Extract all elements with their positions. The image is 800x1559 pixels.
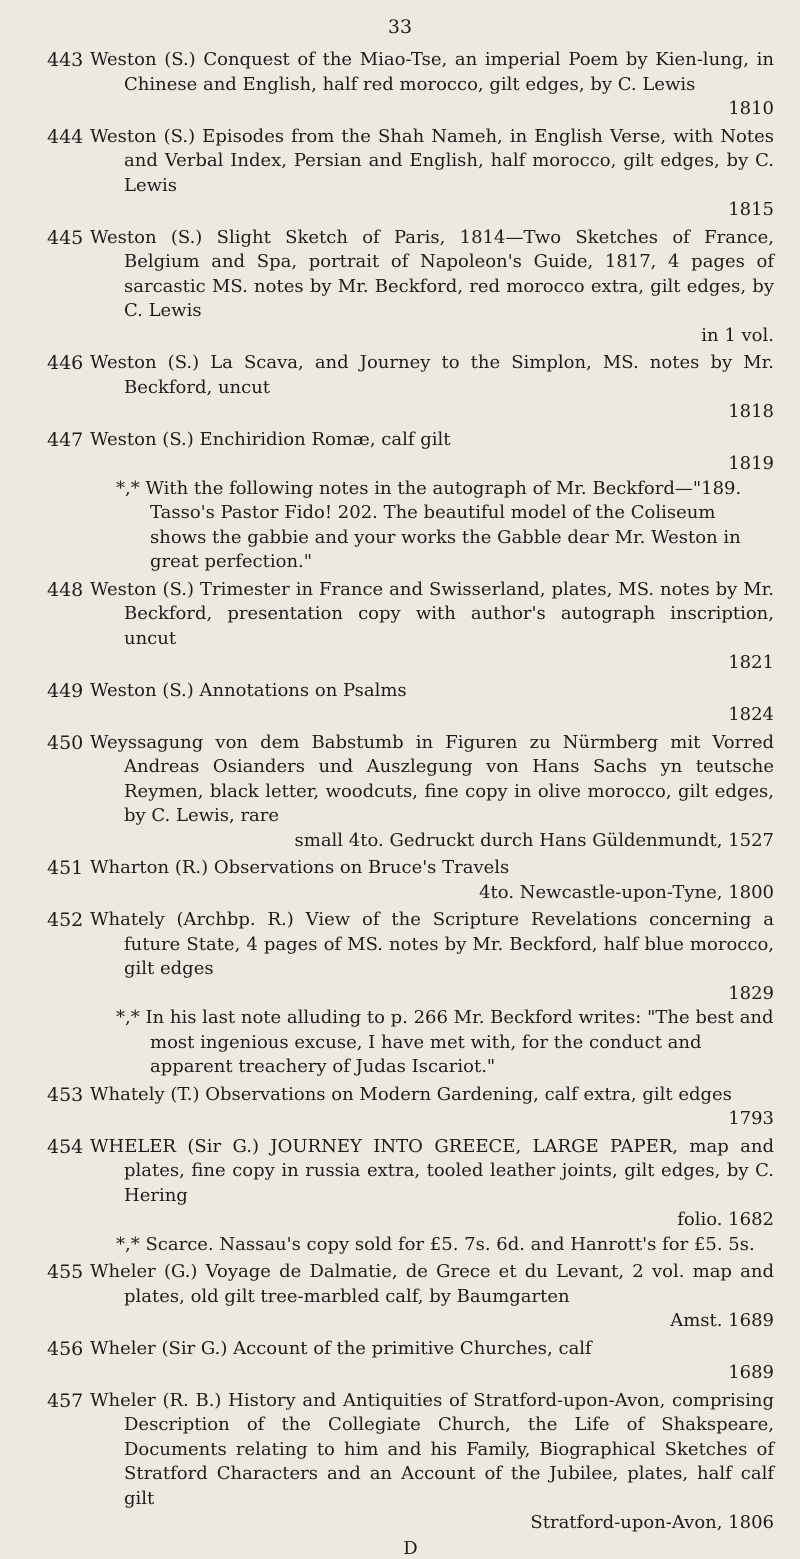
catalogue-entry bbox=[47, 1389, 774, 1536]
entry-date: 1810 bbox=[728, 98, 774, 119]
page-number: 33 bbox=[387, 16, 413, 38]
entry-number: 454 bbox=[47, 1135, 84, 1158]
catalogue-entry bbox=[47, 226, 774, 349]
signature-mark: D bbox=[403, 1537, 418, 1559]
entry-date: small 4to. Gedruckt durch Hans Güldenmundt, 1527 bbox=[294, 829, 774, 851]
entry-text: Weston (S.) Annotations on Psalms 1824 bbox=[90, 679, 774, 728]
entry-date: 4to. Newcastle-upon-Tyne, 1800 bbox=[479, 881, 774, 903]
entry-date: Amst. 1689 bbox=[670, 1310, 774, 1331]
entry-number: 448 bbox=[47, 578, 84, 601]
entry-note: *,* Scarce. Nassau's copy sold for £5. 7s. 6d. and Hanrott's for £5. 5s. bbox=[116, 1233, 755, 1255]
entry-date: folio. 1682 bbox=[677, 1209, 774, 1230]
entry-note: *,* With the following notes in the autograph of Mr. Beckford—"189. Tasso's Pastor Fido! 202. The beautiful model of the Coliseum shows the gabbie and your works the Gabble dear Mr. Weston in great perfection." bbox=[116, 477, 742, 572]
entry-number: 450 bbox=[47, 731, 84, 754]
catalogue-entry bbox=[47, 731, 774, 854]
entry-text: Weston (S.) Slight Sketch of Paris, 1814—Two Sketches of France, Belgium and Spa, portrait of Napoleon's Guide, 1817, 4 pages of sarcastic MS. notes by Mr. Beckford, red morocco extra, gilt edges, by C. Lewis in 1 vol. bbox=[90, 226, 774, 349]
entry-text: Weston (S.) La Scava, and Journey to the Simplon, MS. notes by Mr. Beckford, uncut 1818 bbox=[90, 351, 774, 425]
entry-number: 446 bbox=[47, 352, 84, 374]
entry-date: 1824 bbox=[728, 704, 774, 725]
entry-number: 444 bbox=[47, 125, 84, 148]
entry-number: 447 bbox=[47, 428, 84, 451]
entry-text: Whately (T.) Observations on Modern Gardening, calf extra, gilt edges 1793 bbox=[90, 1083, 774, 1132]
catalogue-entry bbox=[47, 578, 774, 676]
catalogue-entry bbox=[47, 679, 774, 728]
entry-note: *,* In his last note alluding to p. 266 Mr. Beckford writes: "The best and most ingenious excuse, I have met with, for the conduct and apparent treachery of Judas Iscariot." bbox=[116, 1007, 774, 1077]
catalogue-entry bbox=[47, 428, 774, 575]
entry-number: 457 bbox=[47, 1389, 84, 1412]
entry-date: 1793 bbox=[728, 1108, 774, 1129]
catalogue-entry bbox=[47, 351, 774, 425]
entry-number: 449 bbox=[47, 679, 84, 702]
entry-date: 1829 bbox=[728, 982, 774, 1004]
entry-date: 1815 bbox=[728, 199, 774, 220]
entry-number: 452 bbox=[47, 909, 84, 931]
entry-date: 1821 bbox=[728, 652, 774, 673]
catalogue-entry bbox=[47, 125, 774, 223]
entry-text: Weston (S.) Episodes from the Shah Nameh, in English Verse, with Notes and Verbal Index, Persian and English, half morocco, gilt edges, by C. Lewis 1815 bbox=[90, 125, 774, 223]
entry-text: Weston (S.) Conquest of the Miao-Tse, an imperial Poem by Kien-lung, in Chinese and English, half red morocco, gilt edges, by C. Lewis 1810 bbox=[90, 48, 774, 122]
entry-text: Wharton (R.) Observations on Bruce's Travels 4to. Newcastle-upon-Tyne, 1800 bbox=[90, 856, 774, 905]
entries-list bbox=[47, 48, 774, 1559]
entry-text: WHELER (Sir G.) JOURNEY INTO GREECE, LARGE PAPER, map and plates, fine copy in russia extra, tooled leather joints, gilt edges, by C. Hering folio. 1682 bbox=[90, 1135, 774, 1233]
entry-number: 456 bbox=[47, 1337, 84, 1360]
entry-text: Weston (S.) Enchiridion Romæ, calf gilt 1819 bbox=[90, 428, 774, 477]
catalogue-entry bbox=[47, 856, 774, 905]
entry-number: 453 bbox=[47, 1083, 84, 1106]
entry-date: in 1 vol. bbox=[701, 324, 774, 346]
entry-number: 443 bbox=[47, 49, 84, 71]
catalogue-entry bbox=[47, 1337, 774, 1386]
entry-text: Weyssagung von dem Babstumb in Figuren zu Nürmberg mit Vorred Andreas Osianders und Auszlegung von Hans Sachs yn teutsche Reymen, black letter, woodcuts, fine copy in olive morocco, gilt edges, by C. Lewis, rare small 4to. Gedruckt durch Hans Güldenmundt, 1527 bbox=[90, 731, 774, 854]
entry-date: 1819 bbox=[728, 453, 774, 474]
entry-date: 1818 bbox=[728, 401, 774, 422]
entry-text: Wheler (R. B.) History and Antiquities of Stratford-upon-Avon, comprising Description of the Collegiate Church, the Life of Shakspeare, Documents relating to him and his Family, Biographical Sketches of Stratford Characters and an Account of the Jubilee, plates, half calf gilt Stratford-upon-Avon, 1806 bbox=[90, 1389, 774, 1536]
catalogue-entry bbox=[47, 908, 774, 1080]
catalogue-entry bbox=[47, 1260, 774, 1334]
entry-date: Stratford-upon-Avon, 1806 bbox=[530, 1512, 774, 1533]
entry-number: 445 bbox=[47, 226, 84, 249]
entry-number: 455 bbox=[47, 1261, 84, 1283]
entry-number: 451 bbox=[47, 857, 84, 879]
entry-text: Wheler (Sir G.) Account of the primitive Churches, calf 1689 bbox=[90, 1337, 774, 1386]
catalogue-entry bbox=[47, 48, 774, 122]
entry-date: 1689 bbox=[728, 1362, 774, 1383]
catalogue-entry bbox=[47, 1135, 774, 1258]
entry-text: Wheler (G.) Voyage de Dalmatie, de Grece et du Levant, 2 vol. map and plates, old gilt tree-marbled calf, by Baumgarten Amst. 1689 bbox=[90, 1260, 774, 1334]
entry-text: Whately (Archbp. R.) View of the Scripture Revelations concerning a future State, 4 pages of MS. notes by Mr. Beckford, half blue morocco, gilt edges 1829 bbox=[90, 908, 774, 1006]
catalogue-entry bbox=[47, 1083, 774, 1132]
entry-text: Weston (S.) Trimester in France and Swisserland, plates, MS. notes by Mr. Beckford, presentation copy with author's autograph inscription, uncut 1821 bbox=[90, 578, 774, 676]
